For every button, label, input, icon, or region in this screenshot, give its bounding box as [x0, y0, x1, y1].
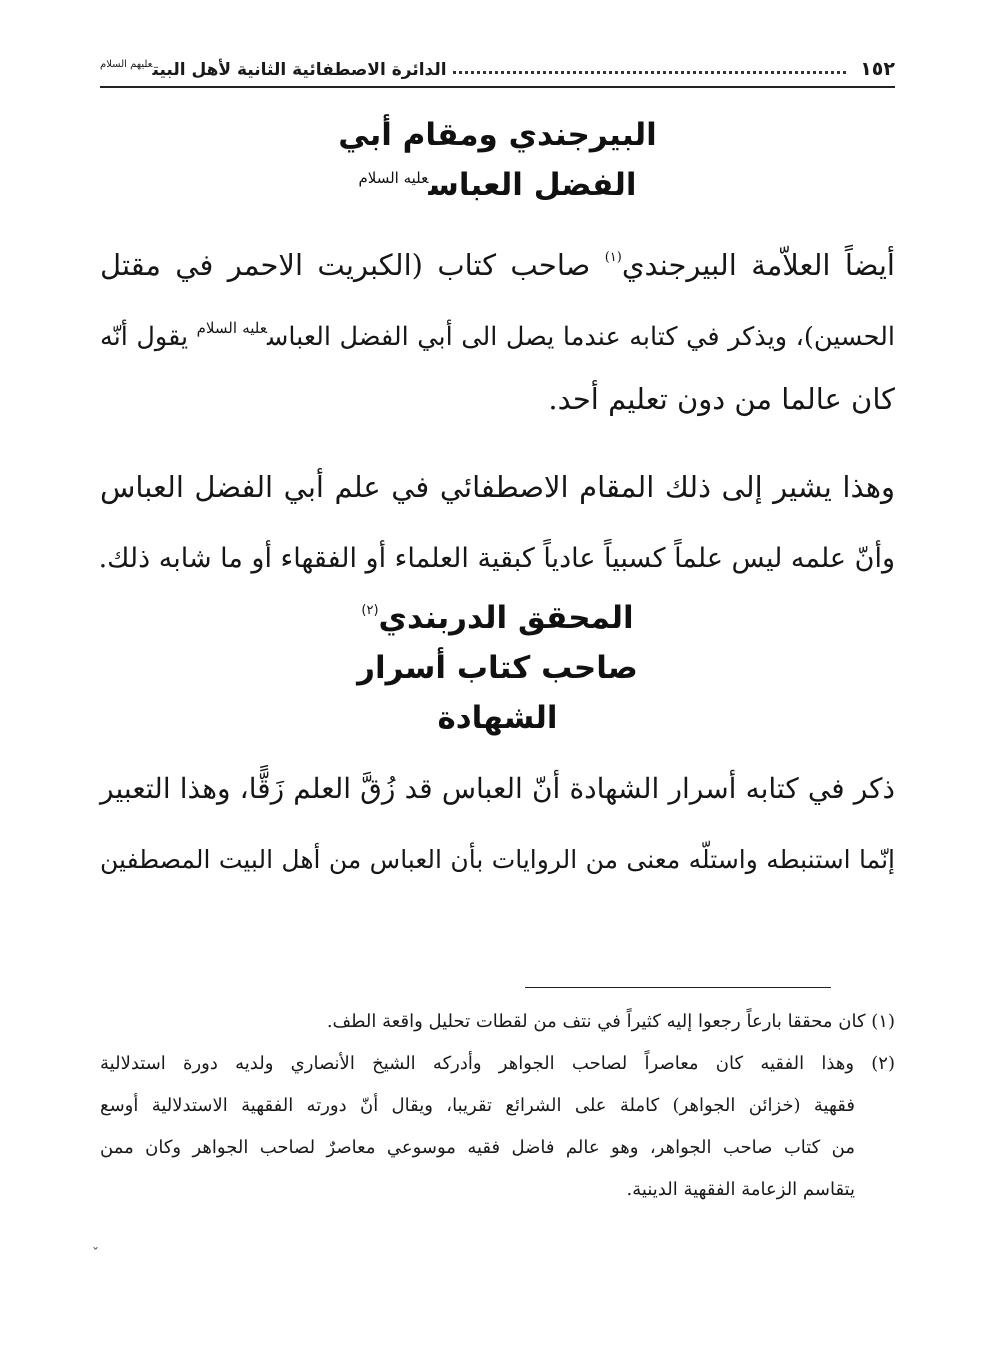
- paragraph-line: أيضاً العلاّمة البيرجندي$^{(١)}$ صاحب كتاب (الكبريت الاحمر في مقتل: [100, 248, 895, 282]
- leader-dots: [453, 71, 847, 74]
- paragraph-1: [100, 222, 895, 435]
- running-head: [100, 52, 895, 86]
- paragraph-line: وأنّ علمه ليس علماً كسبياً عادياً كبقية العلماء أو الفقهاء أو ما شابه ذلك.: [98, 543, 895, 574]
- footnotes: [100, 1001, 895, 1211]
- footnote-ref-1: (١): [604, 250, 622, 265]
- footnote-2-line: (٢) وهذا الفقيه كان معاصراً لصاحب الجواهر وأدركه الشيخ الأنصاري ولديه دورة استدلالية: [100, 1053, 895, 1074]
- honorific-glyph: عليه السلام: [196, 319, 267, 337]
- footnote-rule: [525, 987, 831, 988]
- section-heading-1-line2: الفضل العباس$^{عليه السلام}$: [358, 167, 637, 203]
- paragraph-line: الحسين)، ويذكر في كتابه عندما يصل الى أبي الفضل العباس$^{عليه السلام}$ يقول أنّه: [100, 319, 895, 352]
- footnote-2-line: يتقاسم الزعامة الفقهية الدينية.: [626, 1179, 855, 1200]
- footnote-2-line: فقهية (خزائن الجواهر) كاملة على الشرائع تقريبا، ويقال أنّ دورته الفقهية الاستدلالية أوسع: [100, 1095, 855, 1116]
- paragraph-line: إنّما استنبطه واستلّه معنى من الروايات بأن العباس من أهل البيت المصطفين: [100, 845, 895, 874]
- paragraph-line: ذكر في كتابه أسرار الشهادة أنّ العباس قد زُقَّ العلم زَقًّا، وهذا التعبير: [100, 772, 895, 805]
- section-heading-2-line2: صاحب كتاب أسرار: [357, 650, 638, 686]
- paragraph-line: وهذا يشير إلى ذلك المقام الاصطفائي في علم أبي الفضل العباس: [100, 470, 895, 504]
- running-title: الدائرة الاصطفائية الثانية لأهل البيت$^{عليهم السلام}$: [100, 58, 447, 80]
- paragraph-2: [100, 452, 895, 594]
- header-rule: [100, 86, 895, 88]
- footnote-1: (١) كان محققا بارعاً رجعوا إليه كثيراً في نتف من لقطات تحليل واقعة الطف.: [326, 1011, 895, 1032]
- section-heading-2-line1: المحقق الدربندي$^{(٢)}$: [361, 600, 634, 636]
- page-mark: ˇ: [92, 1246, 99, 1262]
- footnote-ref-2: (٢): [361, 603, 379, 618]
- section-heading-1-line1: البيرجندي ومقام أبي: [338, 117, 657, 153]
- paragraph-3: [100, 753, 895, 895]
- paragraph-line: كان عالما من دون تعليم أحد.: [548, 382, 895, 416]
- page-number: ١٥٢: [860, 58, 895, 80]
- honorific-glyph: عليهم السلام: [100, 58, 153, 70]
- section-heading-2-line3: الشهادة: [437, 700, 558, 736]
- footnote-2-line: من كتاب صاحب الجواهر، وهو عالم فاضل فقيه موسوعي معاصرٌ لصاحب الجواهر وكان ممن: [100, 1137, 855, 1158]
- honorific-glyph: عليه السلام: [358, 169, 429, 187]
